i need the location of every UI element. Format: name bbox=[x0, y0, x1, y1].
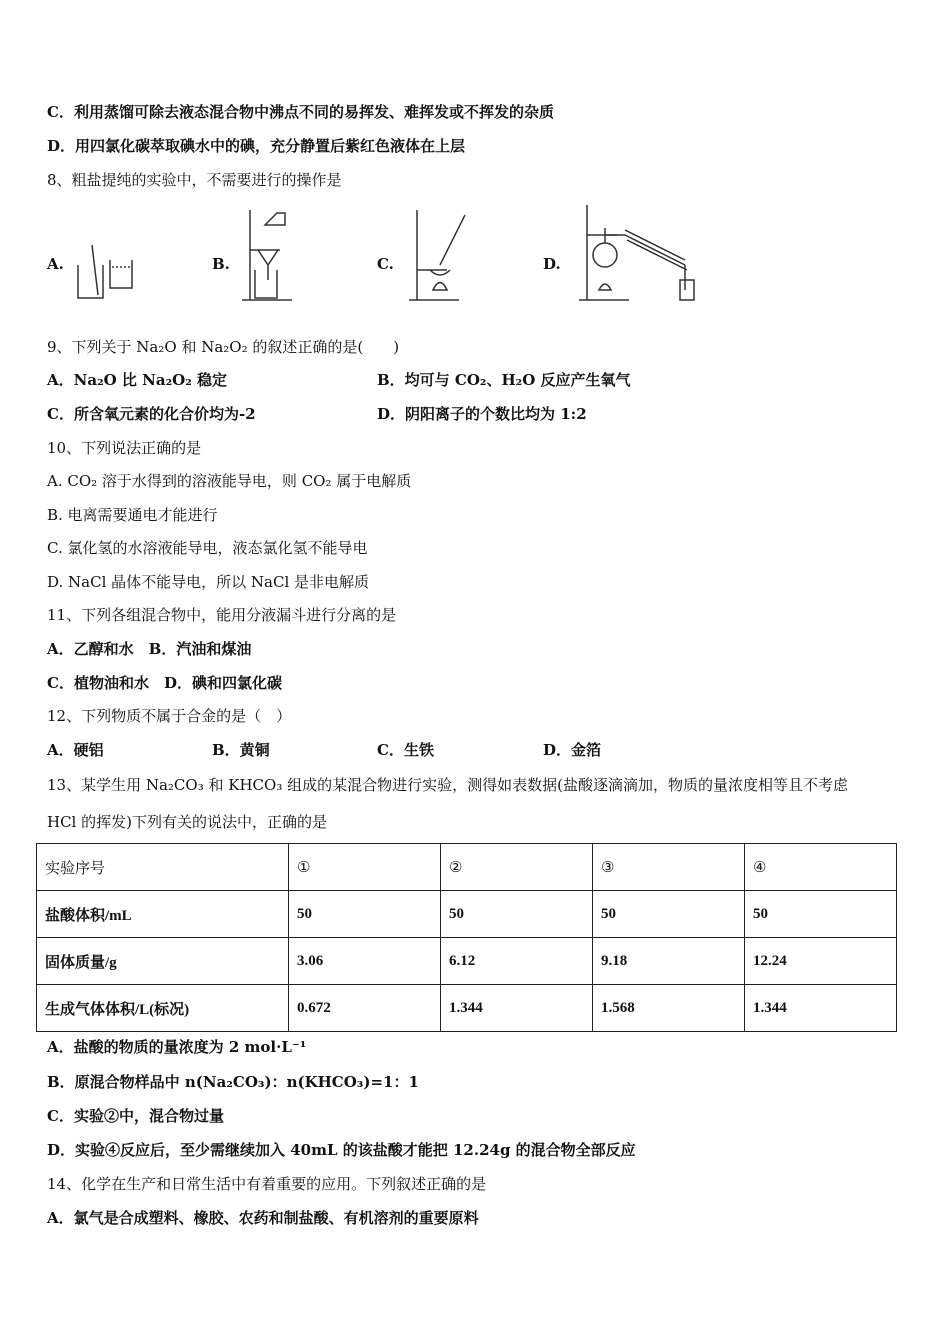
table-cell: 盐酸体积/mL bbox=[37, 891, 289, 938]
table-row bbox=[37, 938, 897, 985]
experiment-data-table bbox=[36, 843, 897, 1032]
q11-options-ab: A．乙醇和水 B．汽油和煤油 bbox=[47, 640, 252, 658]
q9-stem: 9、下列关于 Na₂O 和 Na₂O₂ 的叙述正确的是( ) bbox=[47, 338, 400, 356]
table-cell: 50 bbox=[745, 891, 897, 938]
q10-option-d: D. NaCl 晶体不能导电，所以 NaCl 是非电解质 bbox=[47, 573, 370, 591]
q13-option-b: B．原混合物样品中 n(Na₂CO₃)：n(KHCO₃)=1：1 bbox=[47, 1073, 419, 1091]
table-cell: ④ bbox=[745, 844, 897, 891]
table-cell: 1.568 bbox=[593, 985, 745, 1032]
q9-option-c: C．所含氧元素的化合价均为-2 bbox=[47, 405, 256, 423]
q7-option-d: D．用四氯化碳萃取碘水中的碘，充分静置后紫红色液体在上层 bbox=[47, 137, 466, 155]
evaporation-apparatus-image bbox=[405, 205, 470, 309]
table-cell: 3.06 bbox=[289, 938, 441, 985]
q10-option-a: A. CO₂ 溶于水得到的溶液能导电，则 CO₂ 属于电解质 bbox=[47, 472, 412, 490]
table-cell: 生成气体体积/L(标况) bbox=[37, 985, 289, 1032]
table-cell: 实验序号 bbox=[37, 844, 289, 891]
q12-option-c: C．生铁 bbox=[377, 741, 434, 759]
q12-option-d: D．金箔 bbox=[543, 741, 602, 759]
table-cell: 12.24 bbox=[745, 938, 897, 985]
dissolving-apparatus-image bbox=[70, 205, 135, 304]
q14-stem: 14、化学在生产和日常生活中有着重要的应用。下列叙述正确的是 bbox=[47, 1175, 487, 1193]
q13-option-c: C．实验②中，混合物过量 bbox=[47, 1107, 224, 1125]
q11-options-cd: C．植物油和水 D．碘和四氯化碳 bbox=[47, 674, 282, 692]
table-cell: 固体质量/g bbox=[37, 938, 289, 985]
q10-option-b: B. 电离需要通电才能进行 bbox=[47, 506, 218, 524]
q8-stem: 8、粗盐提纯的实验中，不需要进行的操作是 bbox=[47, 171, 342, 189]
table-row bbox=[37, 985, 897, 1032]
q12-option-b: B．黄铜 bbox=[212, 741, 270, 759]
q7-option-c: C．利用蒸馏可除去液态混合物中沸点不同的易挥发、难挥发或不挥发的杂质 bbox=[47, 103, 554, 121]
q8-option-c: C. bbox=[377, 255, 394, 273]
table-cell: 6.12 bbox=[441, 938, 593, 985]
q14-option-a: A．氯气是合成塑料、橡胶、农药和制盐酸、有机溶剂的重要原料 bbox=[47, 1209, 479, 1227]
q13-option-d: D．实验④反应后，至少需继续加入 40mL 的该盐酸才能把 12.24g 的混合物全部反应 bbox=[47, 1141, 636, 1159]
q12-option-a: A．硬铝 bbox=[47, 741, 104, 759]
table-cell: 50 bbox=[289, 891, 441, 938]
table-row bbox=[37, 844, 897, 891]
table-cell: 1.344 bbox=[745, 985, 897, 1032]
q10-stem: 10、下列说法正确的是 bbox=[47, 439, 202, 457]
q13-stem-line2: HCl 的挥发)下列有关的说法中，正确的是 bbox=[47, 813, 327, 831]
table-cell: 50 bbox=[441, 891, 593, 938]
q13-stem-line1: 13、某学生用 Na₂CO₃ 和 KHCO₃ 组成的某混合物进行实验，测得如表数据(盐酸逐滴滴加，物质的量浓度相等且不考虑 bbox=[47, 776, 848, 794]
q9-option-a: A．Na₂O 比 Na₂O₂ 稳定 bbox=[47, 371, 228, 389]
q11-stem: 11、下列各组混合物中，能用分液漏斗进行分离的是 bbox=[47, 606, 397, 624]
filtration-apparatus-image bbox=[240, 205, 300, 309]
q9-option-d: D．阴阳离子的个数比均为 1:2 bbox=[377, 405, 587, 423]
q9-option-b: B．均可与 CO₂、H₂O 反应产生氧气 bbox=[377, 371, 631, 389]
table-cell: 50 bbox=[593, 891, 745, 938]
q13-option-a: A．盐酸的物质的量浓度为 2 mol·L⁻¹ bbox=[47, 1038, 307, 1056]
q8-option-b: B. bbox=[212, 255, 230, 273]
table-cell: 9.18 bbox=[593, 938, 745, 985]
q12-stem: 12、下列物质不属于合金的是（ ） bbox=[47, 707, 292, 725]
q10-option-c: C. 氯化氢的水溶液能导电，液态氯化氢不能导电 bbox=[47, 539, 368, 557]
q8-option-a: A. bbox=[47, 255, 64, 273]
table-cell: 1.344 bbox=[441, 985, 593, 1032]
table-cell: 0.672 bbox=[289, 985, 441, 1032]
table-row bbox=[37, 891, 897, 938]
distillation-apparatus-image bbox=[575, 205, 705, 309]
table-cell: ② bbox=[441, 844, 593, 891]
q8-option-d: D. bbox=[543, 255, 561, 273]
table-cell: ③ bbox=[593, 844, 745, 891]
table-cell: ① bbox=[289, 844, 441, 891]
